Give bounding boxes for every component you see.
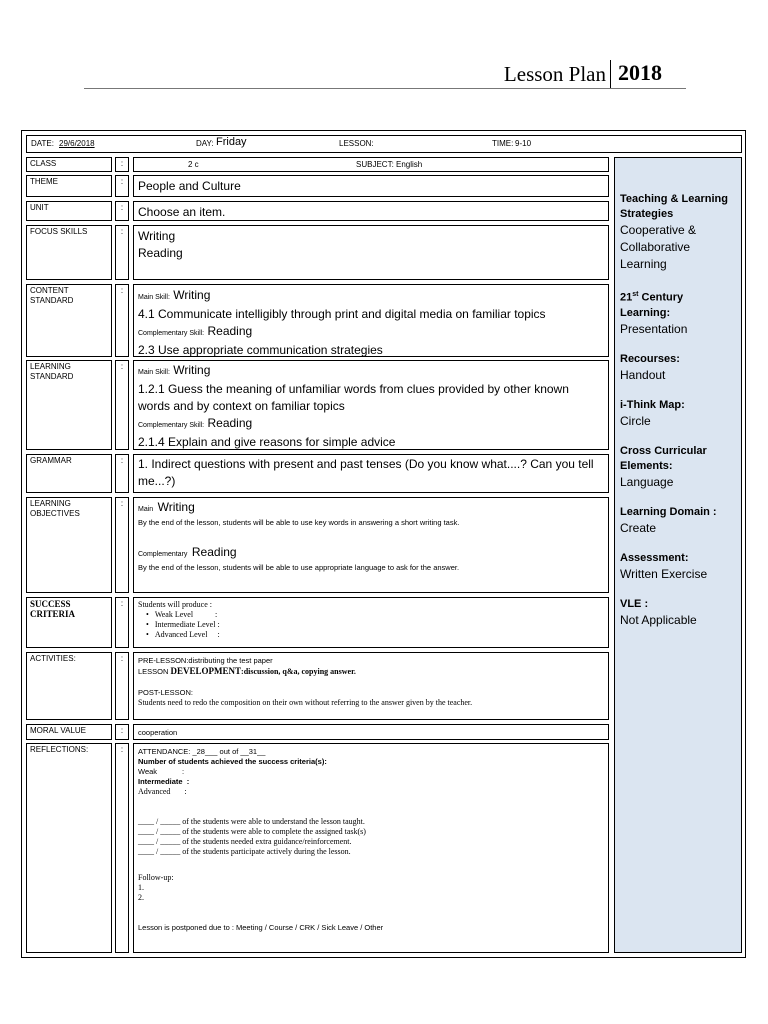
lo-comp-prefix: Complementary (138, 551, 188, 558)
learning-domain-value: Create (620, 520, 657, 535)
assessment-value: Written Exercise (620, 566, 708, 581)
focus-skills-field (133, 225, 609, 280)
theme-label: THEME (26, 175, 112, 197)
success-criteria-colon: : (115, 597, 129, 648)
tl-strategies-heading: Teaching & Learning Strategies (620, 193, 728, 220)
reflections-achieved: Number of students achieved the success criteria(s): (138, 757, 327, 766)
content-main-prefix: Main Skill: (138, 294, 170, 301)
ithink-map-value: Circle (620, 413, 651, 428)
grammar-colon: : (115, 454, 129, 493)
grammar-value: 1. Indirect questions with present and past tenses (Do you know what....? Can you tell me...?) (133, 454, 609, 493)
reflections-field (133, 743, 609, 953)
vle-heading: VLE : (620, 597, 649, 610)
header-year: 2018 (618, 60, 662, 85)
content-comp-prefix: Complementary Skill: (138, 330, 205, 337)
document-header (0, 60, 768, 90)
header-rule (84, 88, 686, 89)
strategies-sidebar (614, 157, 742, 953)
focus-skills-colon: : (115, 225, 129, 280)
activities-development: LESSON DEVELOPMENT:discussion, q&a, copying answer. (138, 666, 356, 676)
success-levels-list (138, 610, 604, 640)
reflections-complete: ____ / _____ of the students were able to complete the assigned task(s) (138, 827, 366, 836)
reflections-label: REFLECTIONS: (26, 743, 112, 953)
cross-curricular-value: Language (620, 474, 674, 489)
ls-comp-prefix: Complementary Skill: (138, 422, 205, 429)
century-learning-value: Presentation (620, 321, 688, 336)
learning-standard-colon: : (115, 360, 129, 450)
content-standard-colon: : (115, 284, 129, 357)
ls-comp-text: 2.1.4 Explain and give reasons for simple advice (138, 435, 396, 449)
success-level-advanced: • Advanced Level : (146, 630, 604, 640)
reflections-attendance: ATTENDANCE: _28___ out of __31__ (138, 747, 266, 756)
learning-objectives-colon: : (115, 497, 129, 593)
resources-value: Handout (620, 367, 666, 382)
lo-comp-text: By the end of the lesson, students will be able to use appropriate language to ask for the answer. (138, 563, 460, 572)
class-value: 2 c (188, 160, 199, 169)
moral-value: cooperation (133, 724, 609, 740)
unit-value: Choose an item. (133, 201, 609, 221)
moral-value-colon: : (115, 724, 129, 740)
reflections-postponed: Lesson is postponed due to : Meeting / Course / CRK / Sick Leave / Other (138, 923, 384, 932)
learning-standard-label: LEARNING STANDARD (26, 360, 112, 450)
activities-pre-lesson: PRE-LESSON:distributing the test paper (138, 656, 273, 665)
lesson-label: LESSON: (339, 139, 374, 148)
tl-strategies-value: Cooperative & Collaborative Learning (620, 223, 697, 271)
header-separator (610, 60, 611, 88)
header-title: Lesson Plan (503, 62, 606, 86)
reflections-understand: ____ / _____ of the students were able to understand the lesson taught. (138, 817, 365, 826)
unit-colon: : (115, 201, 129, 221)
success-level-intermediate: • Intermediate Level : (146, 620, 604, 630)
focus-skill-reading: Reading (138, 246, 183, 260)
date-label: DATE: (31, 139, 54, 148)
day-value: Friday (216, 136, 247, 148)
moral-value-label: MORAL VALUE (26, 724, 112, 740)
ls-main-text: 1.2.1 Guess the meaning of unfamiliar words from clues provided by other known words and by context on familiar topics (138, 382, 569, 413)
reflections-guidance: ____ / _____ of the students needed extra guidance/reinforcement. (138, 837, 352, 846)
content-main-text: 4.1 Communicate intelligibly through print and digital media on familiar topics (138, 307, 546, 321)
ls-main-skill: Writing (173, 363, 211, 377)
subject-value: SUBJECT: English (356, 160, 423, 169)
learning-objectives-label: LEARNING OBJECTIVES (26, 497, 112, 593)
activities-colon: : (115, 652, 129, 720)
lo-main-text: By the end of the lesson, students will be able to use key words in answering a short writing task. (138, 518, 460, 527)
unit-label: UNIT (26, 201, 112, 221)
reflections-follow-up-2: 2. (138, 893, 144, 902)
reflections-follow-up-1: 1. (138, 883, 144, 892)
lesson-info-row (26, 135, 742, 153)
resources-heading: Recourses: (620, 352, 680, 365)
reflections-follow-up: Follow-up: (138, 873, 174, 882)
focus-skill-writing: Writing (138, 229, 176, 243)
content-main-skill: Writing (173, 288, 211, 302)
success-intro: Students will produce : (138, 600, 212, 609)
activities-label: ACTIVITIES: (26, 652, 112, 720)
success-level-weak: • Weak Level : (146, 610, 604, 620)
assessment-heading: Assessment: (620, 551, 689, 564)
ithink-map-heading: i-Think Map: (620, 398, 685, 411)
focus-skills-label: FOCUS SKILLS (26, 225, 112, 280)
time-value: 9-10 (515, 139, 532, 148)
grammar-label: GRAMMAR (26, 454, 112, 493)
content-standard-label: CONTENT STANDARD (26, 284, 112, 357)
ls-comp-skill: Reading (207, 416, 253, 430)
vle-value: Not Applicable (620, 612, 697, 627)
content-standard-field (133, 284, 609, 357)
lo-main-skill: Writing (157, 500, 195, 514)
class-label: CLASS (26, 157, 112, 172)
learning-objectives-field (133, 497, 609, 593)
activities-post-lesson-text: Students need to redo the composition on their own without referring to the answer given by the teacher. (138, 698, 473, 707)
class-field (133, 157, 609, 172)
success-criteria-label: SUCCESS CRITERIA (26, 597, 112, 648)
theme-value: People and Culture (133, 175, 609, 197)
century-learning-heading: 21st Century Learning: (620, 291, 684, 319)
lo-comp-skill: Reading (191, 545, 237, 559)
success-criteria-field (133, 597, 609, 648)
date-value: 29/6/2018 (59, 139, 95, 148)
theme-colon: : (115, 175, 129, 197)
time-label: TIME: (492, 139, 514, 148)
class-colon: : (115, 157, 129, 172)
learning-domain-heading: Learning Domain : (620, 505, 717, 518)
reflections-participate: ____ / _____ of the students participate actively during the lesson. (138, 847, 351, 856)
reflections-intermediate: Intermediate : (138, 777, 190, 786)
activities-field (133, 652, 609, 720)
cross-curricular-heading: Cross Curricular Elements: (620, 444, 707, 472)
reflections-advanced: Advanced : (138, 787, 187, 796)
day-label: DAY: (196, 139, 214, 148)
content-comp-skill: Reading (207, 324, 253, 338)
learning-standard-field (133, 360, 609, 450)
ls-main-prefix: Main Skill: (138, 369, 170, 376)
activities-post-lesson-label: POST-LESSON: (138, 688, 194, 697)
content-comp-text: 2.3 Use appropriate communication strategies (138, 343, 383, 357)
reflections-weak: Weak : (138, 767, 185, 776)
reflections-colon: : (115, 743, 129, 953)
lo-main-prefix: Main (138, 506, 154, 513)
